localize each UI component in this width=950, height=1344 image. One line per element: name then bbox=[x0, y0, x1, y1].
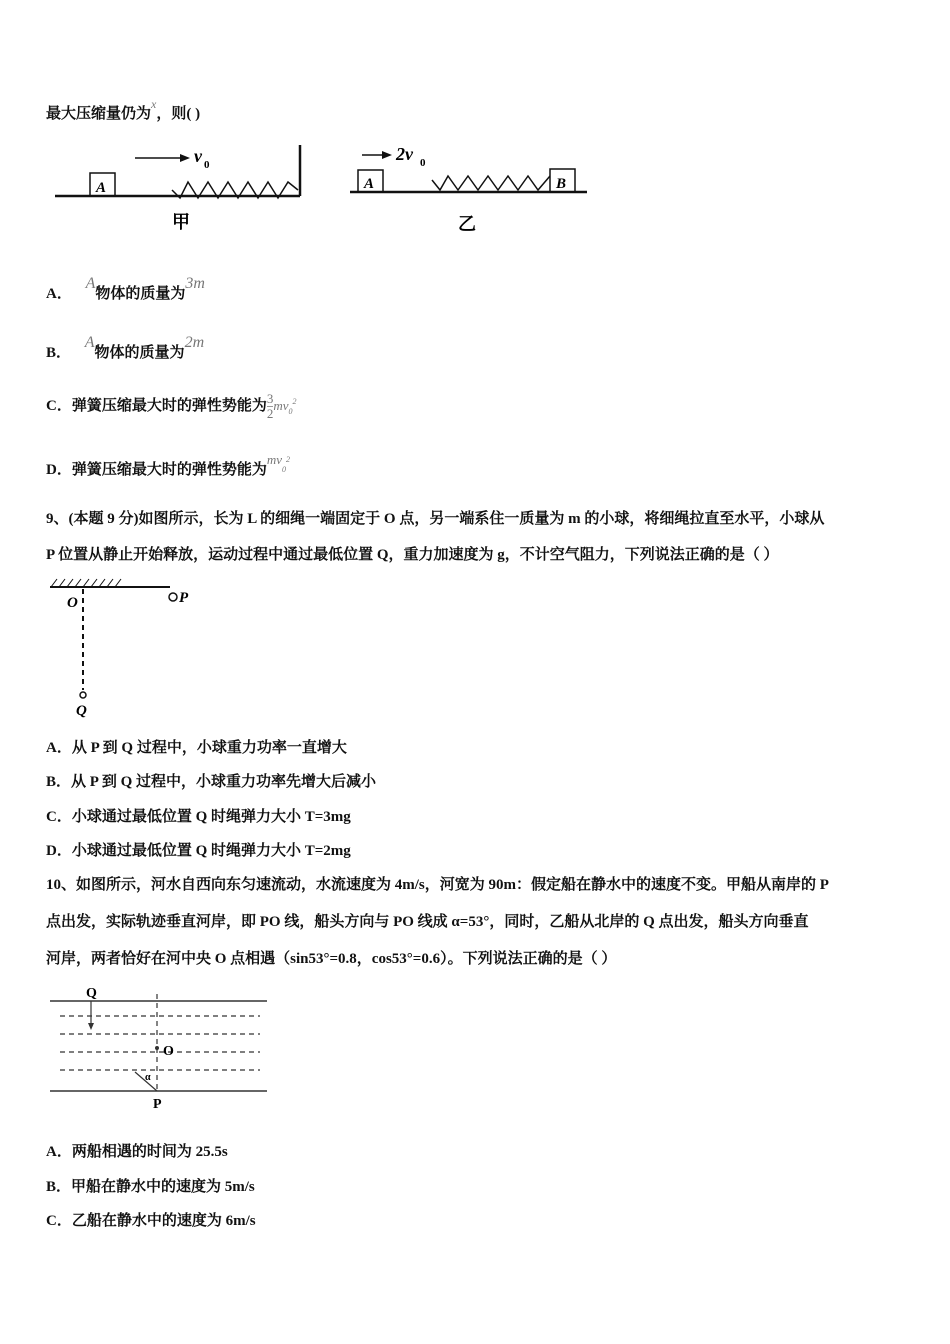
point-p: P bbox=[179, 590, 189, 606]
point-o: O bbox=[163, 1044, 174, 1059]
point-o: O bbox=[67, 595, 78, 611]
q10-line2: 点出发，实际轨迹垂直河岸，即 PO 线，船头方向与 PO 线成 α=53°，同时，乙船从北岸的 Q 点出发，船头方向垂直 bbox=[46, 914, 809, 930]
option-var: A bbox=[85, 275, 96, 292]
point-p: P bbox=[153, 1097, 162, 1112]
frac-den: 2 bbox=[266, 406, 274, 421]
intro-text: 最大压缩量仍为 bbox=[46, 106, 152, 122]
option-math: 2m bbox=[184, 334, 205, 351]
q9-option-c[interactable]: C．小球通过最低位置 Q 时绳弹力大小 T=3mg bbox=[46, 809, 351, 825]
label-jia: 甲 bbox=[172, 212, 190, 232]
pendulum-figure bbox=[45, 575, 195, 720]
intro-var: x bbox=[151, 97, 157, 111]
q10-option-a[interactable]: A．两船相遇的时间为 25.5s bbox=[46, 1144, 228, 1160]
river-figure bbox=[45, 980, 275, 1115]
intro-tail: ，则( ) bbox=[156, 106, 201, 122]
spring-figure bbox=[50, 140, 595, 240]
velocity-left: v bbox=[194, 146, 202, 166]
option-math: 3m bbox=[185, 275, 205, 292]
q9-line2: P 位置从静止开始释放，运动过程中通过最低位置 Q，重力加速度为 g，不计空气阻力，下列说法正确的是（ ） bbox=[46, 547, 779, 563]
option-text: 物体的质量为 bbox=[95, 286, 186, 302]
q9-option-b[interactable]: B．从 P 到 Q 过程中，小球重力功率先增大后减小 bbox=[46, 774, 377, 790]
q10-option-c[interactable]: C．乙船在静水中的速度为 6m/s bbox=[46, 1213, 256, 1229]
q9-line1: 9、(本题 9 分)如图所示，长为 L 的细绳一端固定于 O 点，另一端系住一质量为 m 的小球，将细绳拉直至水平，小球从 bbox=[46, 511, 825, 527]
q8-option-d[interactable] bbox=[46, 452, 291, 480]
point-q: Q bbox=[76, 703, 87, 719]
option-text: 弹簧压缩最大时的弹性势能为 bbox=[71, 397, 267, 414]
frac-num: 3 bbox=[266, 391, 274, 406]
option-letter: A． bbox=[46, 286, 72, 302]
velocity-right-sub: 0 bbox=[420, 157, 426, 169]
point-q: Q bbox=[86, 986, 97, 1001]
q8-option-a[interactable] bbox=[46, 275, 205, 303]
option-sup: 2 bbox=[292, 396, 297, 406]
q8-option-c[interactable] bbox=[46, 392, 297, 421]
block-a-right: A bbox=[364, 176, 375, 192]
angle-alpha: α bbox=[145, 1072, 151, 1083]
option-letter: B． bbox=[46, 345, 72, 361]
option-letter: D． bbox=[46, 462, 72, 478]
q8-intro bbox=[46, 97, 201, 123]
option-var: A bbox=[84, 334, 95, 351]
q8-option-b[interactable] bbox=[46, 334, 205, 362]
option-letter: C． bbox=[46, 397, 72, 414]
velocity-right: 2v bbox=[396, 144, 413, 164]
option-sup: 2 bbox=[286, 455, 291, 464]
option-text: 物体的质量为 bbox=[94, 345, 185, 361]
option-sub: 0 bbox=[288, 406, 293, 416]
block-b: B bbox=[556, 176, 567, 192]
q10-line1: 10、如图所示，河水自西向东匀速流动，水流速度为 4m/s，河宽为 90m：假定船在静水中的速度不变。甲船从南岸的 P bbox=[46, 877, 829, 893]
option-math: mv bbox=[266, 452, 283, 467]
option-sub: 0 bbox=[282, 465, 287, 474]
velocity-left-sub: 0 bbox=[204, 159, 210, 171]
q9-option-d[interactable]: D．小球通过最低位置 Q 时绳弹力大小 T=2mg bbox=[46, 843, 351, 859]
q10-line3: 河岸，两者恰好在河中央 O 点相遇（sin53°=0.8，cos53°=0.6）。下列说法正确的是（ ） bbox=[46, 951, 617, 967]
block-a-left: A bbox=[96, 180, 107, 196]
option-math: mv bbox=[273, 397, 289, 413]
q10-option-b[interactable]: B．甲船在静水中的速度为 5m/s bbox=[46, 1179, 255, 1195]
label-yi: 乙 bbox=[458, 214, 476, 234]
q9-option-a[interactable]: A．从 P 到 Q 过程中，小球重力功率一直增大 bbox=[46, 740, 347, 756]
option-text: 弹簧压缩最大时的弹性势能为 bbox=[71, 462, 267, 478]
